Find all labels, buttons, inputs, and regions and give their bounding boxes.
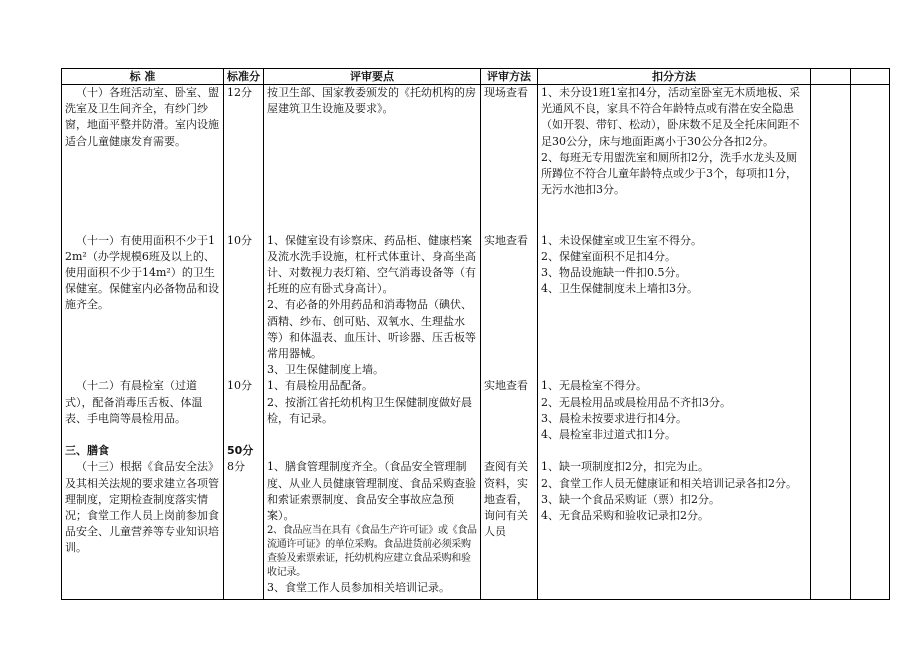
row11-extra-2 <box>851 233 890 379</box>
row11-points-3: 3、卫生保健制度上墙。 <box>267 363 384 377</box>
table-row-12 <box>62 378 890 443</box>
row11-deduction-1: 1、未设保健室或卫生室不得分。 <box>541 233 702 247</box>
header-standard: 标 准 <box>62 69 224 85</box>
row13-extra-1 <box>811 459 851 599</box>
header-extra-1 <box>811 69 851 85</box>
row13-deduction-3: 3、缺一个食品采购证（票）扣2分。 <box>541 492 720 506</box>
row10-extra-2 <box>851 85 890 233</box>
row11-points <box>264 233 481 379</box>
row11-deduction-3: 3、物品设施缺一件扣0.5分。 <box>541 265 687 279</box>
row12-deduction-1: 1、无晨检室不得分。 <box>541 379 647 393</box>
row13-deduction-2: 2、食堂工作人员无健康证和相关培训记录各扣2分。 <box>541 476 797 490</box>
header-extra-2 <box>851 69 890 85</box>
row13-extra-2 <box>851 459 890 599</box>
header-deduction: 扣分方法 <box>538 69 811 85</box>
row12-deduction-3: 3、晨检未按要求进行扣4分。 <box>541 411 687 425</box>
row12-deduction-2: 2、无晨检用品或晨检用品不齐扣3分。 <box>541 395 731 409</box>
header-method: 评审方法 <box>481 69 538 85</box>
row10-deduction-2: 2、每班无专用盥洗室和厕所扣2分，洗手水龙头及厕所蹲位不符合儿童年龄特点或少于3个，每项扣1分，无污水池扣3分。 <box>541 150 797 197</box>
table-row-13 <box>62 459 890 599</box>
row13-points <box>264 459 481 599</box>
row13-deduction-1: 1、缺一项制度扣2分，扣完为止。 <box>541 460 709 474</box>
row11-deduction-4: 4、卫生保健制度未上墙扣3分。 <box>541 282 698 296</box>
row12-standard: （十二）有晨检室（过道式），配备消毒压舌板、体温表、手电筒等晨检用品。 <box>62 378 224 443</box>
row10-score: 12分 <box>224 85 264 233</box>
row12-deduction-4: 4、晨检室非过道式扣1分。 <box>541 427 676 441</box>
evaluation-table <box>61 68 890 600</box>
section-title: 三、膳食 <box>62 443 224 459</box>
row13-points-3: 3、食堂工作人员参加相关培训记录。 <box>267 581 450 595</box>
row12-points <box>264 378 481 443</box>
section-empty-2 <box>481 443 538 459</box>
row11-extra-1 <box>811 233 851 379</box>
section-score: 50分 <box>224 443 264 459</box>
header-points: 评审要点 <box>264 69 481 85</box>
row13-score: 8分 <box>224 459 264 599</box>
row10-standard: （十）各班活动室、卧室、盥洗室及卫生间齐全，有纱门纱窗，地面平整并防滑。室内设施适合儿童健康发育需要。 <box>62 85 224 233</box>
row13-standard: （十三）根据《食品安全法》及其相关法规的要求建立各项管理制度，定期检查制度落实情况；食堂工作人员上岗前参加食品安全、儿童营养等专业知识培训。 <box>62 459 224 599</box>
header-score: 标准分 <box>224 69 264 85</box>
row10-deduction <box>538 85 811 233</box>
row13-deduction-4: 4、无食品采购和验收记录扣2分。 <box>541 508 709 522</box>
table-row-11 <box>62 233 890 379</box>
row12-extra-1 <box>811 378 851 443</box>
row10-points: 按卫生部、国家教委颁发的《托幼机构的房屋建筑卫生设施及要求》。 <box>264 85 481 233</box>
row11-method: 实地查看 <box>481 233 538 379</box>
section-empty-5 <box>851 443 890 459</box>
section-empty-3 <box>538 443 811 459</box>
row10-method: 现场查看 <box>481 85 538 233</box>
row11-points-2: 2、有必备的外用药品和消毒物品（碘伏、酒精、纱布、创可贴、双氧水、生理盐水等）和体温表、血压计、听诊器、压舌板等常用器械。 <box>267 298 476 360</box>
table-row-10 <box>62 85 890 233</box>
row11-standard: （十一）有使用面积不少于12m²（办学规模6班及以上的、使用面积不少于14m²）的卫生保健室。保健室内必备物品和设施齐全。 <box>62 233 224 379</box>
row12-points-2: 2、按浙江省托幼机构卫生保健制度做好晨检，有记录。 <box>267 395 472 425</box>
row11-deduction-2: 2、保健室面积不足扣4分。 <box>541 249 676 263</box>
row12-score: 10分 <box>224 378 264 443</box>
section-empty-4 <box>811 443 851 459</box>
row13-method: 查阅有关资料，实地查看，询问有关人员 <box>481 459 538 599</box>
row10-deduction-1: 1、未分设1班1室扣4分，活动室卧室无木质地板、采光通风不良，家具不符合年龄特点或有潜在安全隐患（如开裂、带钉、松动），卧床数不足及全托床间距不足30公分，床与地面距离小于30公分各扣2分。 <box>541 86 800 148</box>
row12-deduction <box>538 378 811 443</box>
evaluation-table-sheet <box>61 68 889 651</box>
section-empty-1 <box>264 443 481 459</box>
row11-deduction <box>538 233 811 379</box>
row13-points-1: 1、膳食管理制度齐全。（食品安全管理制度、从业人员健康管理制度、食品采购查验和索证索票制度、食品安全事故应急预案）。 <box>267 460 476 522</box>
section-row-diet <box>62 443 890 459</box>
table-header-row <box>62 69 890 85</box>
row13-points-2: 2、食品应当在具有《食品生产许可证》或《食品流通许可证》的单位采购。食品进货前必须采购查验及索票索证，托幼机构应建立食品采购和验收记录。 <box>267 525 477 579</box>
row12-points-1: 1、有晨检用品配备。 <box>267 379 373 393</box>
row13-deduction <box>538 459 811 599</box>
row12-extra-2 <box>851 378 890 443</box>
row10-extra-1 <box>811 85 851 233</box>
row11-points-1: 1、保健室设有诊察床、药品柜、健康档案及流水洗手设施，杠杆式体重计、身高坐高计、对数视力表灯箱、空气消毒设备等（有托班的应有卧式身高计）。 <box>267 233 476 296</box>
row11-score: 10分 <box>224 233 264 379</box>
row12-method: 实地查看 <box>481 378 538 443</box>
